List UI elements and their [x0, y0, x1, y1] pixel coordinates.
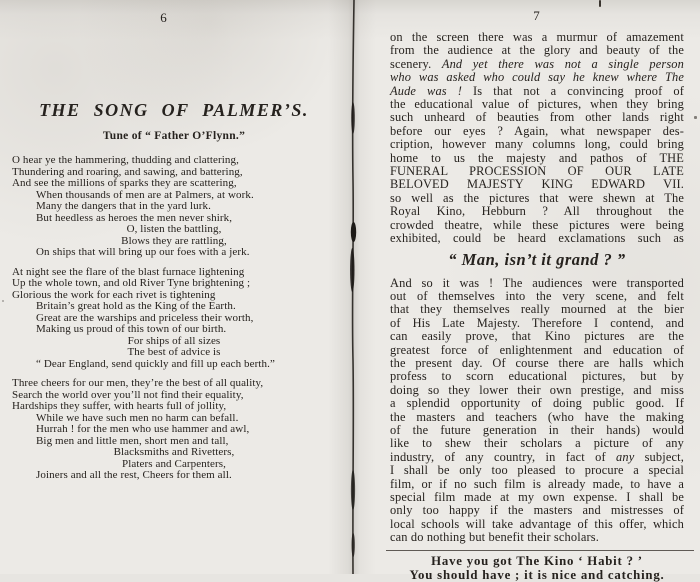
kino-exclamation-heading: “ Man, isn’t it grand ? ” [448, 249, 626, 269]
prose-line: FUNERAL PROCESSION OF OUR LATE [390, 164, 684, 179]
prose-line: such unheard of beauties from other lands right [390, 110, 684, 125]
poem-tune-subtitle: Tune of “ Father O’Flynn.” [102, 130, 246, 142]
prose-line: profess to scorn educational pictures, but by [390, 369, 684, 384]
prose-line: on the screen there was a murmur of amazement [390, 30, 684, 44]
prose-line: the present day. Of course there are halls which [390, 355, 684, 370]
poem-line: For ships of all sizes [127, 334, 221, 347]
prose-paragraph-2 [390, 277, 684, 545]
poem-stanza [12, 378, 336, 482]
prose-line: the masters and teachers (who have the making [390, 409, 684, 424]
poem-line: Hardships they suffer, with hearts full of jollity, [12, 400, 227, 412]
poem-line: Glorious the work for each rivet is tightening [12, 288, 216, 301]
page-number-right: 7 [533, 8, 541, 23]
prose-line: that they themselves really mourned at the bier [390, 302, 684, 317]
poem-line: O hear ye the hammering, thudding and clattering, [12, 154, 239, 166]
poem-line: At night see the flare of the blast furnace lightening [12, 265, 245, 278]
poem-line: On ships that will bring up our foes with a jerk. [36, 246, 250, 258]
poem-line: The best of advice is [127, 346, 221, 358]
poem-line: While we have such men no harm can befall. [36, 411, 239, 424]
poem-line: Making us proud of this town of our birth. [36, 323, 227, 335]
footer-divider-rule [386, 550, 694, 551]
page-footer [390, 550, 684, 582]
prose-line: exhibited, could be heard exclamations such as [390, 231, 684, 246]
prose-line: greatest force of enlightenment and education of [390, 342, 684, 357]
poem-line: Platers and Carpenters, [121, 457, 227, 470]
prose-line: from the audience at the glory and beauty of the [390, 43, 684, 58]
prose-line: film, or if no such film is already made, to have a [390, 476, 684, 491]
prose-line: Aude was ! Is that not a convincing proof of [390, 83, 684, 98]
poem-line: Britain’s great hold as the King of the Earth. [36, 300, 236, 312]
prose-line: the educational value of pictures, when they bring [390, 97, 684, 112]
poem-title: THE SONG OF PALMER’S. [39, 100, 309, 120]
poem-line: And see the millions of sparks they are scattering, [12, 177, 237, 189]
poem-line: Hurrah ! for the men who use hammer and awl, [36, 423, 250, 435]
prose-line: Royal Kino, Hebburn ? All throughout the [390, 204, 684, 219]
prose-line: can do nothing but benefit their scholars. [390, 530, 599, 545]
prose-line: industry, of any country, in fact of any subject, [390, 449, 684, 464]
prose-line: And so it was ! The audiences were transported [390, 275, 684, 290]
prose-line: doing so they lower their own prestige, and miss [390, 382, 684, 397]
scan-speck [694, 116, 697, 119]
prose-line: of the future generation in their hands) would [390, 422, 684, 437]
poem-line: Three cheers for our men, they’re the best of all quality, [12, 377, 264, 389]
prose-line: scenery. And yet there was not a single person [390, 56, 685, 71]
poem-line: Great are the warships and priceless their worth, [36, 311, 254, 324]
footer-slogan-line-2: You should have ; it is nice and catching. [409, 567, 665, 582]
prose-line: home to us the majesty and pathos of THE [390, 150, 684, 165]
prose-line: I shall be only too pleased to procure a special [390, 463, 684, 478]
page-right [350, 0, 700, 582]
poem-line: Blows they are rattling, [121, 234, 227, 247]
prose-line: special film made at my own expense. I shall be [390, 490, 684, 504]
prose-line: who was asked who could say he knew where The [390, 70, 684, 85]
prose-line: like to shew their scholars a picture of any [390, 436, 684, 451]
prose-line: crowded theatre, while these pictures were being [390, 217, 684, 232]
footer-slogan-line-1: Have you got The Kino ‘ Habit ? ’ [431, 553, 643, 568]
prose-paragraph-1 [390, 31, 684, 246]
poem-line: Big men and little men, short men and tall, [36, 434, 229, 447]
prose-line: before our eyes ? Again, what newspaper des- [390, 123, 684, 138]
poem-line: Search the world over you’ll not find their equality, [12, 388, 244, 401]
scan-speck [599, 0, 601, 7]
page-left [0, 0, 350, 574]
prose-line: of His Late Majesty. Therefore I contend, and [390, 315, 684, 330]
prose-line: cription, however many columns long, could bring [390, 137, 684, 152]
prose-line: local schools will take advantage of this offer, which [390, 516, 684, 531]
prose-line: only too happy if the masters and mistresses of [390, 503, 684, 518]
binding-seam-icon [341, 0, 365, 574]
prose-line: out of themselves into the very scene, and felt [390, 288, 684, 303]
poem-line: O, listen the battling, [126, 223, 222, 235]
prose-line: BELOVED MAJESTY KING EDWARD VII. [390, 177, 684, 192]
prose-line: so well as the pictures that were shewn at The [390, 190, 684, 205]
page-number-left: 6 [160, 10, 168, 25]
poem-stanzas [12, 155, 336, 482]
prose-line: can easily prove, that Kino pictures are the [390, 329, 684, 344]
poem-line: Joiners and all the rest, Cheers for them all. [36, 469, 232, 481]
poem-line: When thousands of men are at Palmers, at work. [36, 188, 254, 201]
poem-line: Up the whole town, and old River Tyne brightening ; [12, 277, 251, 289]
poem-line: But heedless as heroes the men never shirk, [36, 211, 233, 224]
scan-speck [2, 300, 4, 302]
poem-line: Blacksmiths and Rivetters, [113, 446, 235, 458]
poem-stanza [12, 155, 336, 259]
poem-line: “ Dear England, send quickly and fill up each berth.” [36, 357, 275, 370]
prose-line: a splendid opportunity of doing public good. If [390, 396, 684, 411]
poem-line: Thundering and roaring, and sawing, and battering, [12, 165, 243, 178]
poem-stanza [12, 267, 336, 371]
poem-line: Many the dangers that in the yard lurk. [36, 200, 211, 212]
